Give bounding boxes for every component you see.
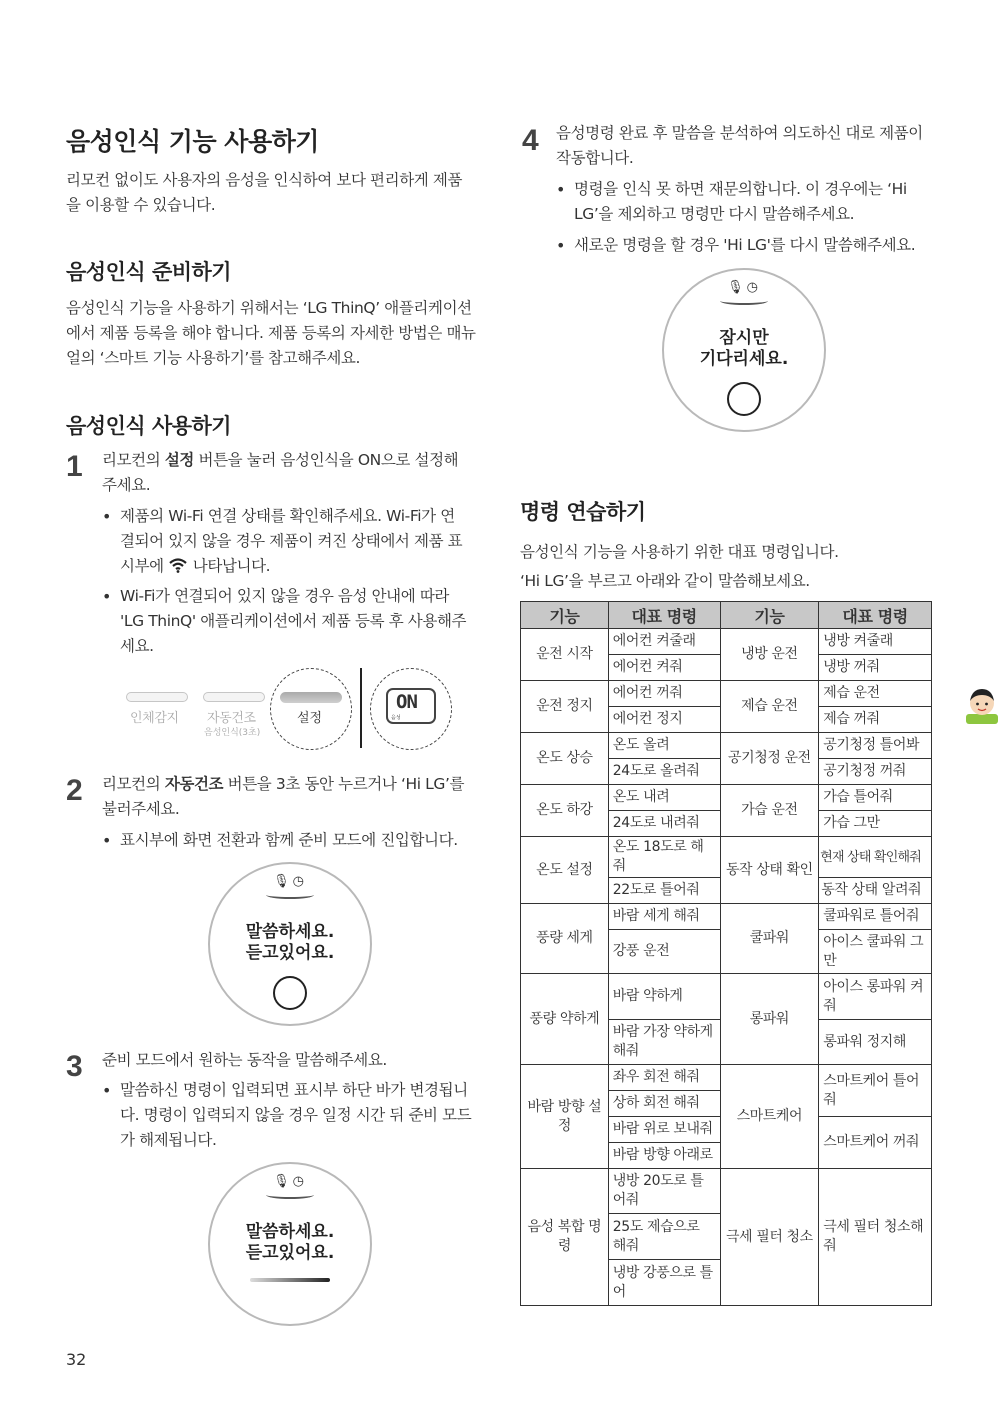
func-cell: 냉방 운전 xyxy=(720,629,819,681)
step4-line: 음성명령 완료 후 말씀을 분석하여 의도하신 대로 제품이 xyxy=(556,124,923,142)
col-header: 기능 xyxy=(720,602,819,629)
cmd-cell: 24도로 올려줘 xyxy=(608,759,720,785)
cmd-cell: 아이스 쿨파워 그만 xyxy=(819,930,932,974)
intro-line: 을 이용할 수 있습니다. xyxy=(66,196,216,214)
table-row xyxy=(521,1065,932,1091)
display-message xyxy=(210,922,370,964)
table-row xyxy=(521,785,932,811)
step-number: 4 xyxy=(522,124,539,157)
cmd-cell: 가습 그만 xyxy=(819,811,932,837)
mic-timer-icon: 🎙◷ xyxy=(273,1174,307,1189)
prep-line: 얼의 ‘스마트 기능 사용하기’를 참고해주세요. xyxy=(66,349,361,367)
auto-dry-sublabel: 음성인식(3초) xyxy=(204,728,261,738)
cmd-cell: 좌우 회전 해줘 xyxy=(608,1065,720,1091)
bullet-line: 시부에 xyxy=(120,557,169,575)
step2-bullet1: • 표시부에 화면 전환과 함께 준비 모드에 진입합니다. xyxy=(102,828,482,853)
cmd-cell: 바람 약하게 xyxy=(608,974,720,1020)
character-icon xyxy=(964,686,1000,724)
func-cell: 운전 시작 xyxy=(521,629,609,681)
cmd-cell: 현재 상태 확인해줘 xyxy=(819,837,932,878)
bullet-line: • 말씀하신 명령이 입력되면 표시부 하단 바가 변경됩니 xyxy=(120,1081,468,1099)
bullet-line: • 제품의 Wi-Fi 연결 상태를 확인해주세요. Wi-Fi가 연 xyxy=(120,507,455,525)
cmd-cell: 바람 가장 약하게 해줘 xyxy=(608,1020,720,1065)
cmd-cell: 냉방 꺼줘 xyxy=(819,655,932,681)
bullet-line: LG’을 제외하고 명령만 다시 말씀해주세요. xyxy=(574,205,855,223)
display-line: 듣고있어요. xyxy=(245,1243,335,1263)
on-display-sub: 음성 xyxy=(391,715,401,721)
page-number: 32 xyxy=(66,1350,87,1369)
table-row xyxy=(521,681,932,707)
func-cell: 동작 상태 확인 xyxy=(720,837,819,904)
on-display xyxy=(386,688,436,724)
bullet-line: 결되어 있지 않을 경우 제품이 켜진 상태에서 제품 표 xyxy=(120,532,463,550)
func-cell: 극세 필터 청소 xyxy=(720,1169,819,1306)
cmd-cell: 스마트케어 틀어줘 xyxy=(819,1065,932,1117)
step2-bold: 자동건조 xyxy=(164,775,224,793)
step1-post: 버튼을 눌러 음성인식을 ON으로 설정해 xyxy=(193,451,459,469)
col-header: 대표 명령 xyxy=(819,602,932,629)
table-header-row xyxy=(521,602,932,629)
arc-decoration xyxy=(720,297,768,305)
display-wait xyxy=(662,268,826,432)
func-cell: 공기청정 운전 xyxy=(720,733,819,785)
bullet-line: 'LG ThinQ' 애플리케이션에서 제품 등록 후 사용해주 xyxy=(120,612,467,630)
prep-line: 에서 제품 등록을 해야 합니다. 제품 등록의 자세한 방법은 매뉴 xyxy=(66,324,476,342)
step2-text xyxy=(102,772,482,822)
func-cell: 풍량 세게 xyxy=(521,904,609,974)
step4-bullet1 xyxy=(556,177,936,227)
cmd-cell: 냉방 20도로 틀어줘 xyxy=(608,1169,720,1214)
input-bar xyxy=(250,1278,330,1282)
step2-line2: 불러주세요. xyxy=(102,800,180,818)
display-listening xyxy=(208,862,372,1026)
display-message xyxy=(664,328,824,370)
cmd-cell: 바람 세게 해줘 xyxy=(608,904,720,930)
cmd-cell: 극세 필터 청소해줘 xyxy=(819,1169,932,1306)
cmd-cell: 냉방 켜줄래 xyxy=(819,629,932,655)
step1-line2: 주세요. xyxy=(102,476,151,494)
display-line: 잠시만 xyxy=(719,328,769,348)
step-number: 1 xyxy=(66,450,83,483)
col-header: 대표 명령 xyxy=(608,602,720,629)
cmd-cell: 에어컨 켜줘 xyxy=(608,655,720,681)
auto-dry-button[interactable] xyxy=(203,692,265,702)
cmd-cell: 온도 내려 xyxy=(608,785,720,811)
bullet-line: • 명령을 인식 못 하면 재문의합니다. 이 경우에는 ‘Hi xyxy=(574,180,907,198)
arc-decoration xyxy=(266,891,314,899)
settings-label: 설정 xyxy=(297,711,323,726)
func-cell: 온도 상승 xyxy=(521,733,609,785)
display-listening-bar xyxy=(208,1162,372,1326)
func-cell: 롱파워 xyxy=(720,974,819,1065)
step1-pre: 리모컨의 xyxy=(102,451,165,469)
cmd-cell: 상하 회전 해줘 xyxy=(608,1091,720,1117)
bullet-line: 가 해제됩니다. xyxy=(120,1131,217,1149)
display-line: 듣고있어요. xyxy=(245,943,335,963)
table-row xyxy=(521,629,932,655)
on-display-text: ON xyxy=(396,691,417,713)
use-heading: 음성인식 사용하기 xyxy=(66,414,232,438)
cmd-cell: 에어컨 정지 xyxy=(608,707,720,733)
step1-bullet1 xyxy=(102,504,482,579)
func-cell: 가습 운전 xyxy=(720,785,819,837)
cmd-cell: 가습 틀어줘 xyxy=(819,785,932,811)
wifi-icon xyxy=(168,556,188,572)
step-number: 3 xyxy=(66,1050,83,1083)
table-row xyxy=(521,837,932,878)
cmd-cell: 22도로 틀어줘 xyxy=(608,878,720,904)
func-cell: 음성 복합 명령 xyxy=(521,1169,609,1306)
step3-text: 준비 모드에서 원하는 동작을 말씀해주세요. xyxy=(102,1051,387,1069)
step3-bullet1 xyxy=(102,1078,482,1153)
step1-text xyxy=(102,448,482,498)
func-cell: 운전 정지 xyxy=(521,681,609,733)
practice-text xyxy=(520,538,940,596)
cmd-cell: 롱파워 정지해 xyxy=(819,1020,932,1065)
func-cell: 쿨파워 xyxy=(720,904,819,974)
display-line: 말씀하세요. xyxy=(245,1222,335,1242)
motion-detect-button[interactable] xyxy=(126,692,188,702)
bullet-line: 세요. xyxy=(120,637,154,655)
cmd-cell: 공기청정 틀어봐 xyxy=(819,733,932,759)
bullet-line: 나타납니다. xyxy=(188,557,271,575)
cmd-cell: 24도로 내려줘 xyxy=(608,811,720,837)
step1-bold: 설정 xyxy=(164,451,194,469)
table-row xyxy=(521,904,932,930)
prep-heading: 음성인식 준비하기 xyxy=(66,260,232,284)
cmd-cell: 강풍 운전 xyxy=(608,930,720,974)
display-line: 말씀하세요. xyxy=(245,922,335,942)
col-header: 기능 xyxy=(521,602,609,629)
cmd-cell: 아이스 롱파워 켜줘 xyxy=(819,974,932,1020)
motion-detect-label: 인체감지 xyxy=(130,711,179,726)
intro-text xyxy=(66,168,486,218)
step4-line: 작동합니다. xyxy=(556,149,634,167)
func-cell: 온도 설정 xyxy=(521,837,609,904)
func-cell: 제습 운전 xyxy=(720,681,819,733)
table-row xyxy=(521,974,932,1020)
command-table xyxy=(520,601,932,1306)
mic-timer-icon: 🎙◷ xyxy=(273,874,307,889)
cmd-cell: 스마트케어 꺼줘 xyxy=(819,1117,932,1169)
practice-line: 음성인식 기능을 사용하기 위한 대표 명령입니다. xyxy=(520,543,839,561)
cmd-cell: 제습 꺼줘 xyxy=(819,707,932,733)
arc-decoration xyxy=(266,1191,314,1199)
practice-heading: 명령 연습하기 xyxy=(520,500,646,524)
intro-line: 리모컨 없이도 사용자의 음성을 인식하여 보다 편리하게 제품 xyxy=(66,171,463,189)
cmd-cell: 온도 18도로 해줘 xyxy=(608,837,720,878)
cmd-cell: 냉방 강풍으로 틀어 xyxy=(608,1260,720,1306)
func-cell: 바람 방향 설정 xyxy=(521,1065,609,1169)
bullet-line: • Wi-Fi가 연결되어 있지 않을 경우 음성 안내에 따라 xyxy=(120,587,449,605)
cmd-cell: 에어컨 켜줄래 xyxy=(608,629,720,655)
cmd-cell: 제습 운전 xyxy=(819,681,932,707)
bullet-line: 다. 명령이 입력되지 않을 경우 일정 시간 뒤 준비 모드 xyxy=(120,1106,472,1124)
auto-dry-label: 자동건조 xyxy=(207,711,256,726)
settings-button[interactable] xyxy=(280,692,342,703)
cmd-cell: 바람 방향 아래로 xyxy=(608,1143,720,1169)
func-cell: 풍량 약하게 xyxy=(521,974,609,1065)
display-message xyxy=(210,1222,370,1264)
cmd-cell: 온도 올려 xyxy=(608,733,720,759)
func-cell: 온도 하강 xyxy=(521,785,609,837)
step2-post: 버튼을 3초 동안 누르거나 ‘Hi LG’를 xyxy=(223,775,465,793)
table-row xyxy=(521,733,932,759)
step4-bullet2: • 새로운 명령을 할 경우 'Hi LG'를 다시 말씀해주세요. xyxy=(556,233,936,258)
prep-text xyxy=(66,296,496,371)
step4-text xyxy=(556,121,946,171)
cmd-cell: 에어컨 꺼줘 xyxy=(608,681,720,707)
func-cell: 스마트케어 xyxy=(720,1065,819,1169)
circle-indicator xyxy=(273,976,307,1010)
step2-pre: 리모컨의 xyxy=(102,775,165,793)
mic-timer-icon: 🎙◷ xyxy=(727,280,761,295)
step-number: 2 xyxy=(66,774,83,807)
cmd-cell: 25도 제습으로 해줘 xyxy=(608,1214,720,1260)
cmd-cell: 동작 상태 알려줘 xyxy=(819,878,932,904)
display-line: 기다리세요. xyxy=(699,349,789,369)
practice-line: ‘Hi LG’을 부르고 아래와 같이 말씀해보세요. xyxy=(520,572,810,590)
cmd-cell: 쿨파워로 틀어줘 xyxy=(819,904,932,930)
table-row xyxy=(521,1169,932,1214)
prep-line: 음성인식 기능을 사용하기 위해서는 ‘LG ThinQ’ 애플리케이션 xyxy=(66,299,472,317)
step1-bullet2 xyxy=(102,584,482,659)
circle-indicator xyxy=(727,382,761,416)
divider-line xyxy=(360,668,362,748)
cmd-cell: 공기청정 꺼줘 xyxy=(819,759,932,785)
page-title: 음성인식 기능 사용하기 xyxy=(66,127,319,156)
cmd-cell: 바람 위로 보내줘 xyxy=(608,1117,720,1143)
